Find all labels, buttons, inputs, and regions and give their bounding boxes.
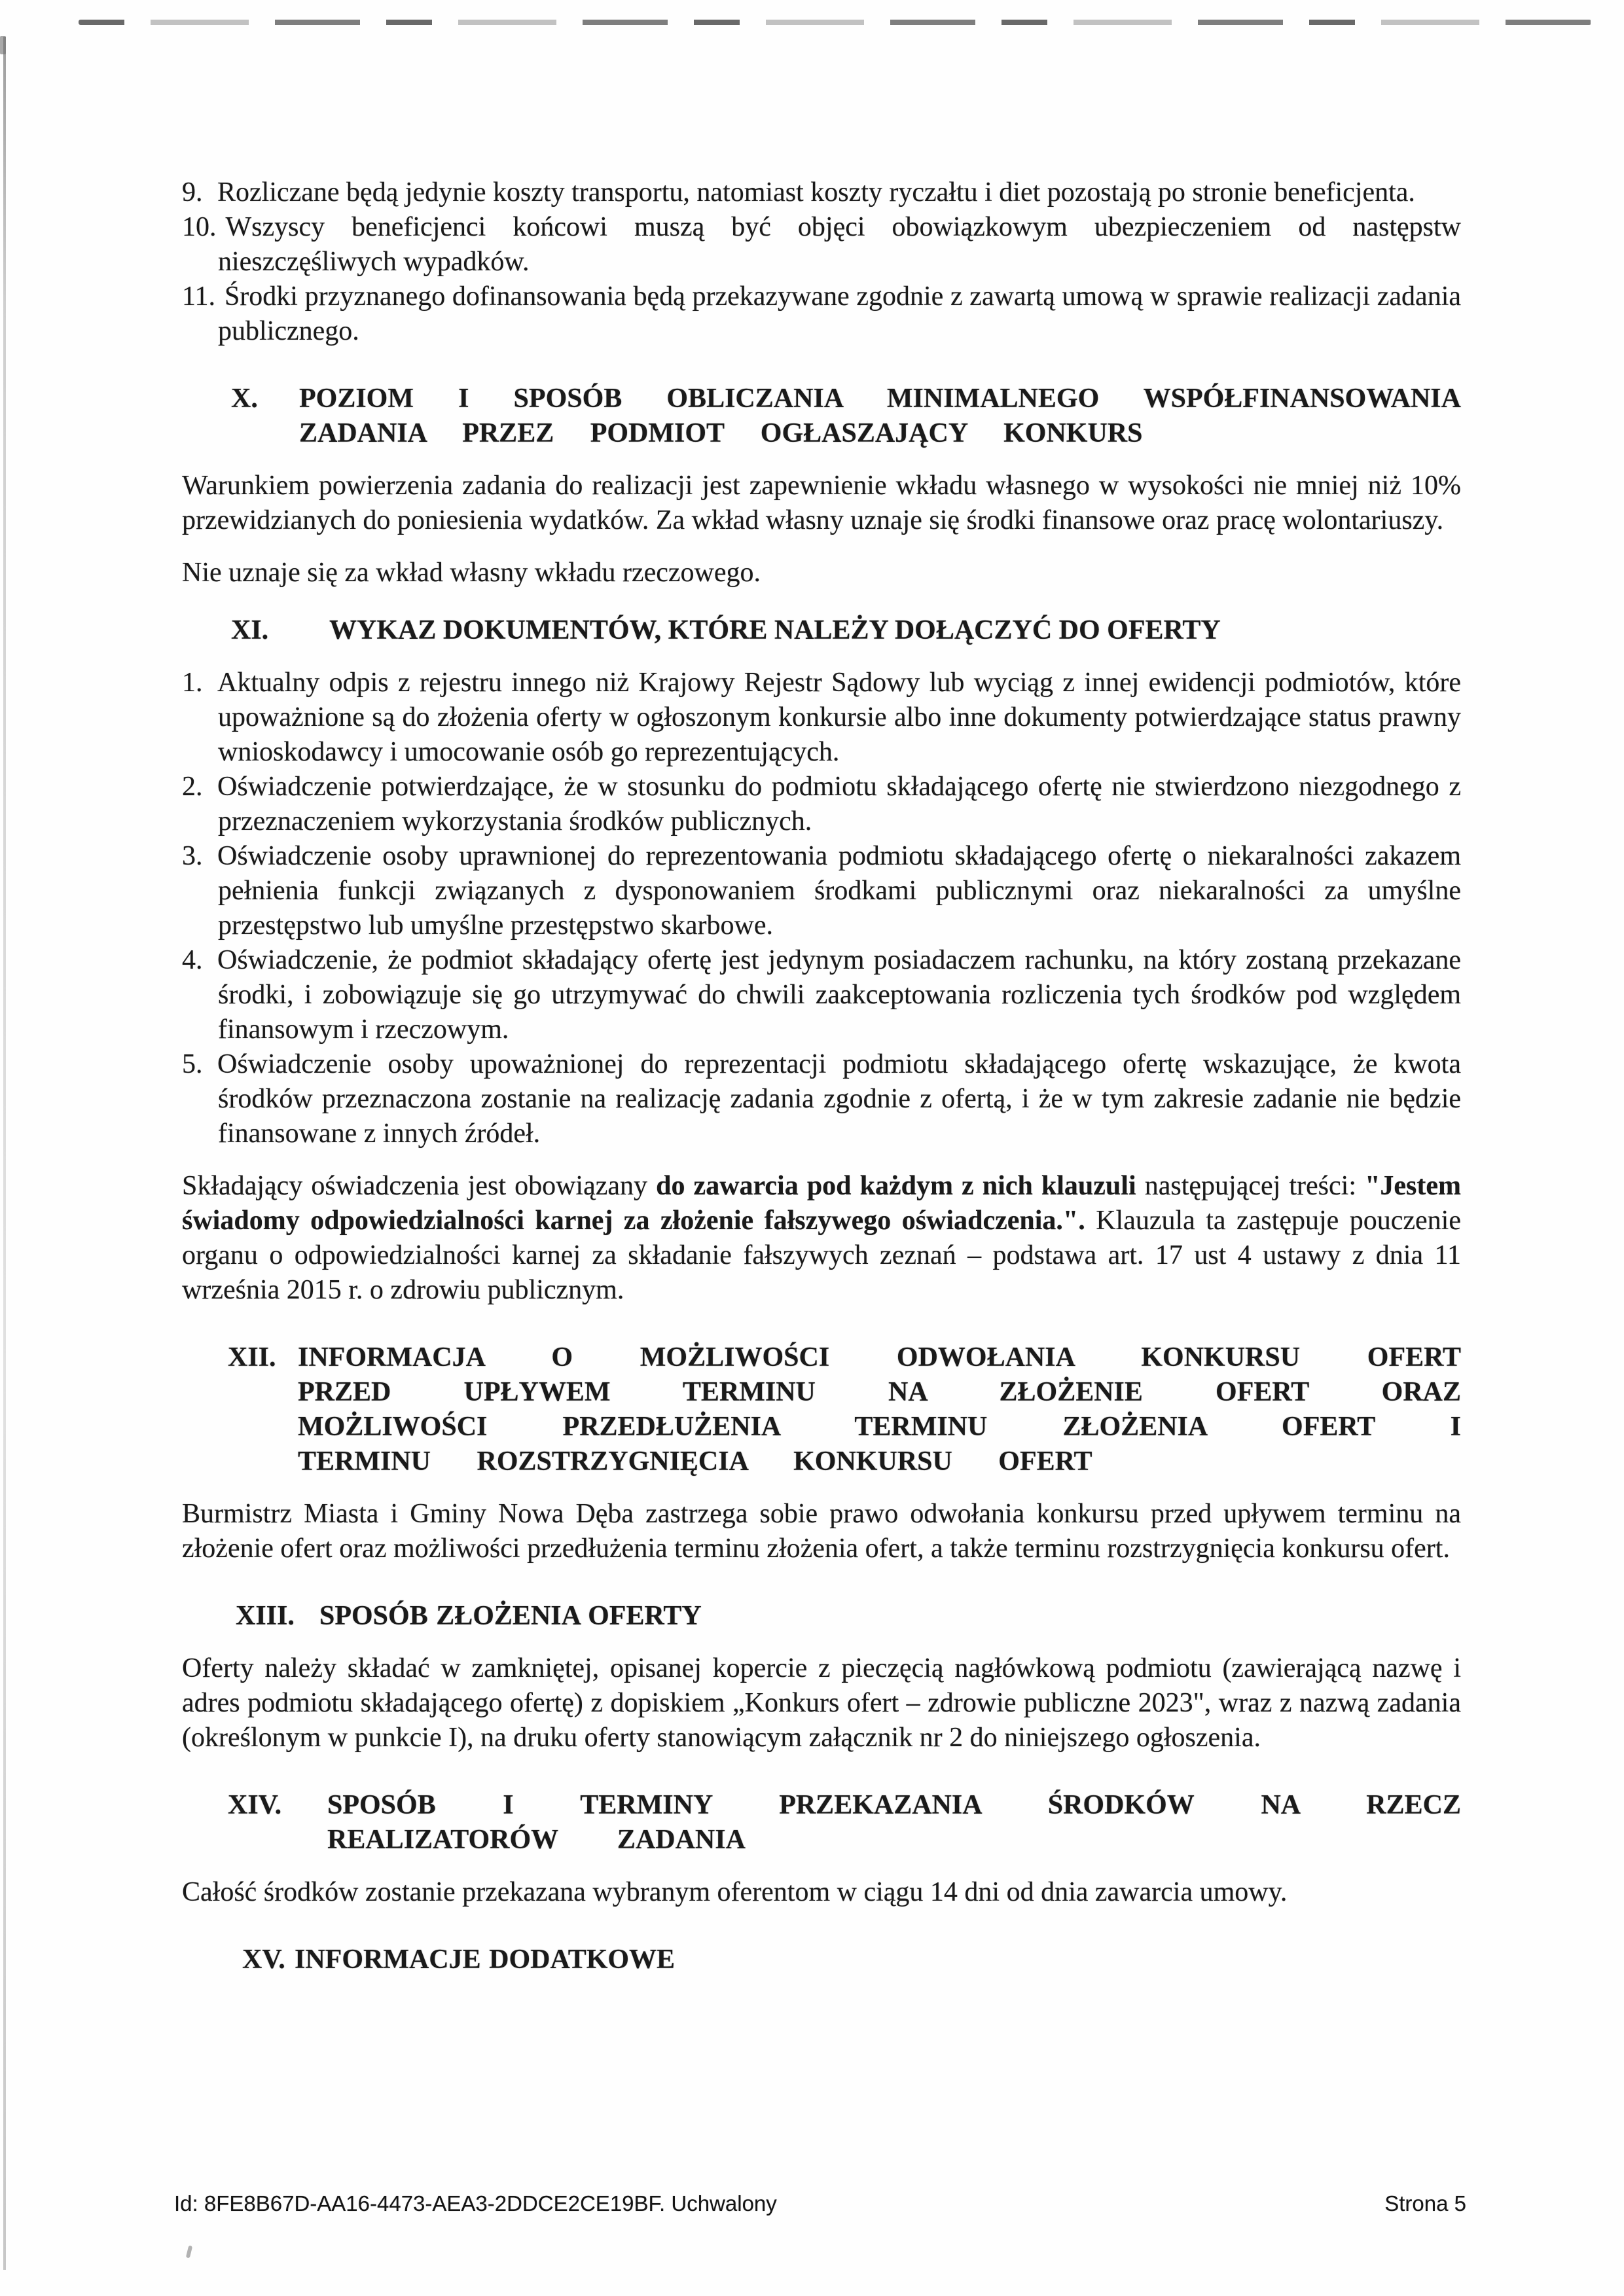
paragraph-own-contribution: Warunkiem powierzenia zadania do realizacji jest zapewnienie wkładu własnego w wysokości nie mniej niż 10% przewidzianych do poniesienia wydatków. Za wkład własny uznaje się środki finansowe oraz pracę wolontariuszy. [182, 471, 1461, 535]
list-item [182, 279, 1461, 349]
list-item [182, 1047, 1461, 1151]
heading-text: WYKAZ DOKUMENTÓW, KTÓRE NALEŻY DOŁĄCZYĆ DO OFERTY [329, 615, 1221, 645]
paragraph-mayor-reservation: Burmistrz Miasta i Gminy Nowa Dęba zastrzega sobie prawo odwołania konkursu przed upływem terminu na złożenie ofert oraz możliwości przedłużenia terminu złożenia ofert, a także terminu rozstrzygnięcia konkursu ofert. [182, 1499, 1461, 1564]
heading-numeral: XIII. [236, 1601, 295, 1631]
heading-numeral: X. [231, 384, 258, 414]
scan-artifact-bottom-mark [186, 2246, 192, 2259]
heading-text: SPOSÓB I TERMINY PRZEKAZANIA ŚRODKÓW NA RZECZ REALIZATORÓW ZADANIA [327, 1790, 1461, 1855]
list-item-number: 11. [182, 281, 215, 312]
text-segment: Składający oświadczenia jest obowiązany [182, 1171, 657, 1201]
heading-text: SPOSÓB ZŁOŻENIA OFERTY [319, 1601, 702, 1631]
numbered-list-required-documents [182, 666, 1461, 1151]
list-item-number: 10. [182, 212, 217, 242]
heading-numeral: XI. [231, 615, 269, 645]
list-item [182, 666, 1461, 770]
list-item [182, 175, 1461, 210]
heading-numeral: XV. [242, 1945, 285, 1975]
section-heading-x [231, 382, 1461, 451]
list-item-text: Wszyscy beneficjenci końcowi muszą być objęci obowiązkowym ubezpieczeniem od następstw nieszczęśliwych wypadków. [218, 212, 1461, 277]
paragraph-offer-submission: Oferty należy składać w zamkniętej, opisanej kopercie z pieczęcią nagłówkową podmiotu (zawierającą nazwę i adres podmiotu składającego ofertę) z dopiskiem „Konkurs ofert – zdrowie publiczne 2023", wraz z nazwą zadania (określonym w punkcie I), na druku oferty stanowiącym załącznik nr 2 do niniejszego ogłoszenia. [182, 1653, 1461, 1753]
heading-text: POZIOM I SPOSÓB OBLICZANIA MINIMALNEGO WSPÓŁFINANSOWANIA ZADANIA PRZEZ PODMIOT OGŁASZAJĄCY KONKURS [299, 384, 1461, 448]
list-item-number: 2. [182, 772, 203, 802]
scan-artifact-top-edge [79, 20, 1591, 25]
list-item-number: 9. [182, 177, 203, 207]
bold-text-segment: "Jestem świadomy odpowiedzialności karnej za złożenie fałszywego oświadczenia.". [182, 1171, 1462, 1236]
list-item-number: 3. [182, 841, 203, 871]
scan-artifact-left-edge [3, 37, 6, 2270]
list-item-text: Oświadczenie, że podmiot składający ofertę jest jedynym posiadaczem rachunku, na który zostaną przekazane środki, i zobowiązuje się go utrzymywać do chwili zaakceptowania rozliczenia tych środków pod względem finansowym i rzeczowym. [217, 945, 1461, 1045]
heading-text: INFORMACJA O MOŻLIWOŚCI ODWOŁANIA KONKURSU OFERT PRZED UPŁYWEM TERMINU NA ZŁOŻENIE OFERT ORAZ MOŻLIWOŚCI PRZEDŁUŻENIA TERMINU ZŁOŻENIA OFERT I TERMINU ROZSTRZYGNIĘCIA KONKURSU OFERT [298, 1342, 1461, 1477]
list-item-number: 1. [182, 668, 203, 698]
paragraph-funds-transfer: Całość środków zostanie przekazana wybranym oferentom w ciągu 14 dni od dnia zawarcia umowy. [182, 1877, 1288, 1907]
section-heading-xii [228, 1340, 1461, 1479]
document-id-text: Id: 8FE8B67D-AA16-4473-AEA3-2DDCE2CE19BF. Uchwalony [174, 2191, 777, 2215]
section-heading-xiv [228, 1788, 1461, 1857]
list-item [182, 770, 1461, 839]
list-item-text: Środki przyznanego dofinansowania będą przekazywane zgodnie z zawartą umową w sprawie realizacji zadania publicznego. [218, 281, 1461, 346]
list-item-text: Oświadczenie potwierdzające, że w stosunku do podmiotu składającego ofertę nie stwierdzono niezgodnego z przeznaczeniem wykorzystania środków publicznych. [217, 772, 1461, 836]
heading-text: INFORMACJE DODATKOWE [295, 1945, 676, 1975]
section-heading-xiii [236, 1599, 1461, 1634]
scan-artifact-corner-mark [0, 36, 6, 54]
heading-numeral: XII. [228, 1342, 276, 1372]
page-footer [174, 2191, 1466, 2217]
numbered-list-settlement-rules [182, 175, 1461, 349]
page-number: Strona 5 [1384, 2191, 1466, 2215]
paragraph-in-kind-contribution: Nie uznaje się za wkład własny wkładu rzeczowego. [182, 558, 761, 588]
list-item-text: Oświadczenie osoby uprawnionej do reprezentowania podmiotu składającego ofertę o niekaralności zakazem pełnienia funkcji związanych z dysponowaniem środkami publicznymi oraz niekaralności za umyślne przestępstwo lub umyślne przestępstwo skarbowe. [217, 841, 1461, 941]
list-item [182, 943, 1461, 1047]
list-item-text: Aktualny odpis z rejestru innego niż Krajowy Rejestr Sądowy lub wyciąg z innej ewidencji podmiotów, które upoważnione są do złożenia oferty w ogłoszonym konkursie albo inne dokumenty potwierdzające status prawny wnioskodawcy i umocowanie osób go reprezentujących. [217, 668, 1461, 767]
text-segment: następującej treści: [1136, 1171, 1365, 1201]
list-item [182, 839, 1461, 943]
paragraph-clause-statement [182, 1169, 1461, 1308]
list-item [182, 210, 1461, 279]
list-item-number: 4. [182, 945, 203, 975]
bold-text-segment: do zawarcia pod każdym z nich klauzuli [656, 1171, 1136, 1201]
list-item-text: Rozliczane będą jedynie koszty transportu, natomiast koszty ryczałtu i diet pozostają po stronie beneficjenta. [217, 177, 1415, 207]
section-heading-xi [231, 613, 1461, 648]
list-item-number: 5. [182, 1049, 203, 1079]
text-segment: Klauzula ta zastępuje pouczenie organu o odpowiedzialności karnej za składanie fałszywych zeznań – podstawa art. 17 ust 4 ustawy z dnia 11 września 2015 r. o zdrowiu publicznym. [182, 1206, 1461, 1305]
section-heading-xv [242, 1943, 1461, 1977]
heading-numeral: XIV. [228, 1790, 282, 1820]
list-item-text: Oświadczenie osoby upoważnionej do reprezentacji podmiotu składającego ofertę wskazujące, że kwota środków przeznaczona zostanie na realizację zadania zgodnie z ofertą, i że w tym zakresie zadanie nie będzie finansowane z innych źródeł. [217, 1049, 1461, 1149]
